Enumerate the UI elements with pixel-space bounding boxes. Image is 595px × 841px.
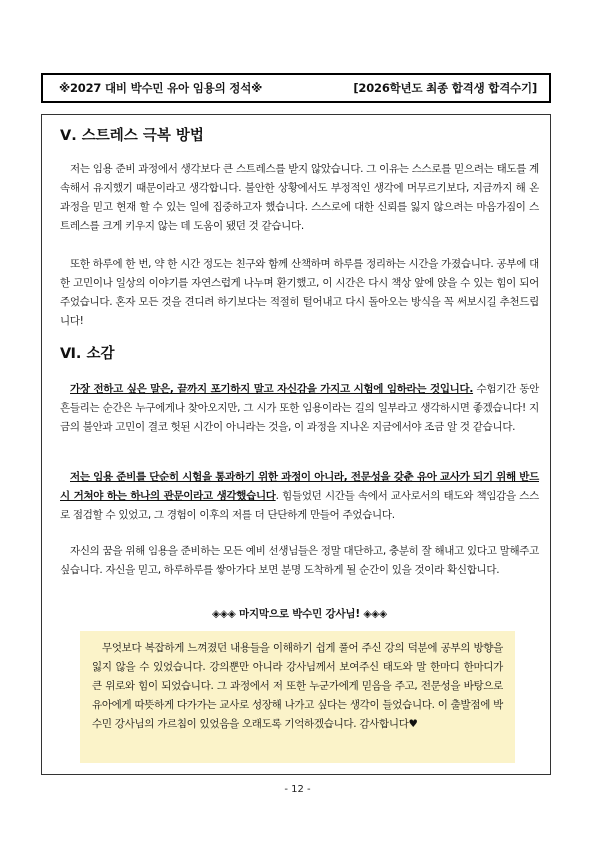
paragraph-text: 수험기간 동안 흔들리는 순간은 누구에게나 찾아오지만, 그 시가 또한 임용이라는 길의 일부라고 생각하시면 좋겠습니다! 지금의 불안과 고민이 결코 헛된 시간이 아니라는 것을, 이 과정을 지나온 지금에서야 조금 알 것 같습니다. xyxy=(60,383,539,433)
section-5-title: Ⅴ. 스트레스 극복 방법 xyxy=(60,128,204,144)
header-right-title: [2026학년도 최종 합격생 합격수기] xyxy=(353,81,537,95)
paragraph-text: . 힘들었던 시간들 속에서 교사로서의 태도와 책임감을 스스로 점검할 수 있었고, 그 경험이 이후의 저를 더 단단하게 만들어 주었습니다. xyxy=(60,490,539,521)
section-6-paragraph-2 xyxy=(60,468,539,525)
section-5-paragraph-1: 저는 임용 준비 과정에서 생각보다 큰 스트레스를 받지 않았습니다. 그 이유는 스스로를 믿으려는 태도를 계속해서 유지했기 때문이라고 생각합니다. 불안한 상황에서도 부정적인 생각에 머무르기보다, 지금까지 해 온 과정을 믿고 현재 할 수 있는 일에 집중하고자 했습니다. 스스로에 대한 신뢰를 잃지 않으려는 마음가짐이 스트레스를 크게 키우지 않는 데 도움이 됐던 것 같습니다. xyxy=(60,163,539,232)
page-number: - 12 - xyxy=(284,784,311,795)
section-6-title: Ⅵ. 소감 xyxy=(60,346,115,362)
thanks-note-text: 무엇보다 복잡하게 느껴졌던 내용들을 이해하기 쉽게 풀어 주신 강의 덕분에 공부의 방향을 잃지 않을 수 있었습니다. 강의뿐만 아니라 강사님께서 보여주신 태도와 말 한마디 한마디가 큰 위로와 힘이 되었습니다. 그 과정에서 저 또한 누군가에게 믿음을 주고, 전문성을 바탕으로 유아에게 따뜻하게 다가가는 교사로 성장해 나가고 싶다는 생각이 들었습니다. 이 출발점에 박수민 강사님의 가르침이 있었음을 오래도록 기억하겠습니다. 감사합니다♥ xyxy=(92,642,503,730)
section-5-paragraph-2: 또한 하루에 한 번, 약 한 시간 정도는 친구와 함께 산책하며 하루를 정리하는 시간을 가졌습니다. 공부에 대한 고민이나 일상의 이야기를 자연스럽게 나누며 환기했고, 이 시간은 다시 책상 앞에 앉을 수 있는 힘이 되어주었습니다. 혼자 모든 것을 견디려 하기보다는 적절히 털어내고 다시 돌아오는 방식을 꼭 써보시길 추천드립니다! xyxy=(60,258,539,327)
emphasis-text: 저는 임용 준비를 단순히 시험을 통과하기 위한 과정이 아니라, 전문성을 갖춘 유아 교사가 되기 위해 반드시 거쳐야 하는 하나의 관문이라고 생각했습니다 xyxy=(60,471,539,502)
header-left-title: ※2027 대비 박수민 유아 임용의 정석※ xyxy=(59,81,263,95)
header-banner xyxy=(41,73,551,103)
emphasis-text: 가장 전하고 싶은 말은, 끝까지 포기하지 말고 자신감을 가지고 시험에 임하라는 것입니다. xyxy=(70,383,474,395)
thanks-note-box xyxy=(80,631,515,763)
section-6-paragraph-3: 자신의 꿈을 위해 임용을 준비하는 모든 예비 선생님들은 정말 대단하고, 충분히 잘 해내고 있다고 말해주고 싶습니다. 자신을 믿고, 하루하루를 쌓아가다 보면 분명 도착하게 될 순간이 있을 것이라 확신합니다. xyxy=(60,545,539,576)
closing-heading: ◈◈◈ 마지막으로 박수민 강사님! ◈◈◈ xyxy=(211,608,388,620)
section-6-paragraph-1 xyxy=(60,380,539,437)
